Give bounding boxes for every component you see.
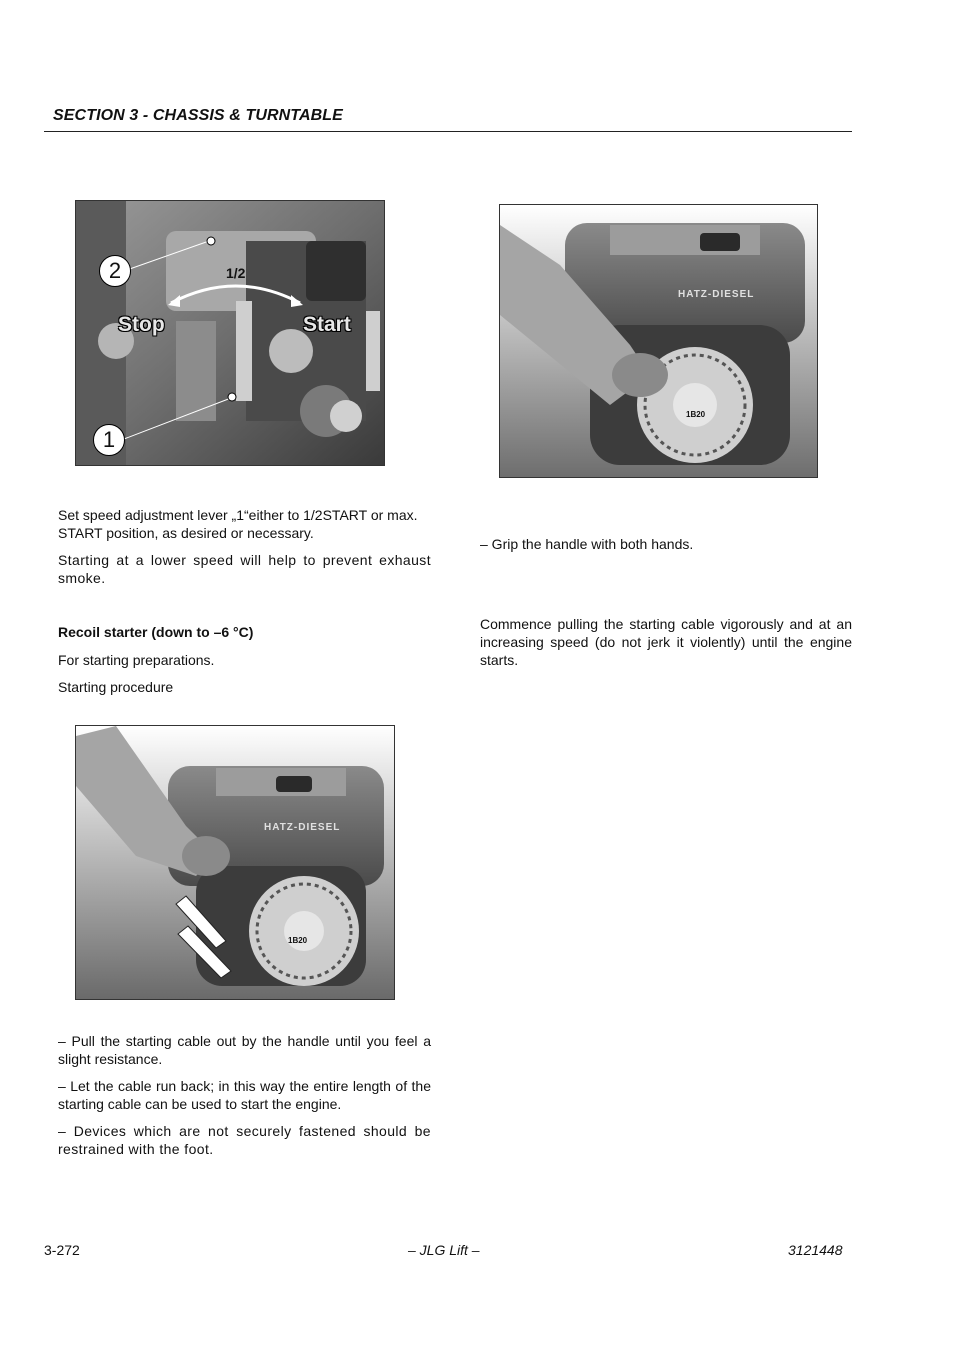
starting-procedure-text: Starting procedure (58, 679, 174, 695)
stop-label: Stop (118, 313, 165, 336)
lower-speed-note: Starting at a lower speed will help to prevent exhaust smoke. (58, 552, 431, 586)
page-number: 3-272 (44, 1242, 80, 1258)
document-number: 3121448 (788, 1242, 843, 1258)
recoil-starter-heading: Recoil starter (down to –6 °C) (58, 624, 254, 640)
grip-handle-photo (499, 204, 818, 478)
cable-run-back-step: – Let the cable run back; in this way the entire length of the starting cable can be used to start the engine. (58, 1078, 431, 1112)
starting-preparations-text: For starting preparations. (58, 652, 215, 668)
speed-lever-photo (75, 200, 385, 466)
publisher-footer: – JLG Lift – (408, 1242, 480, 1258)
start-label: Start (303, 313, 351, 336)
callout-1: 1 (93, 424, 125, 456)
callout-2: 2 (99, 255, 131, 287)
half-position-label: 1/2 (226, 265, 246, 281)
header-divider (44, 131, 852, 132)
speed-lever-instruction: Set speed adjustment lever „1“either to 1/2START or max. START position, as desired or necessary. (58, 507, 418, 541)
engine-brand-label: HATZ-DIESEL (264, 822, 341, 833)
pull-cable-photo (75, 725, 395, 1000)
devices-restrained-step: – Devices which are not securely fastened should be restrained with the foot. (58, 1123, 431, 1157)
commence-pulling-step: Commence pulling the starting cable vigorously and at an increasing speed (do not jerk it violently) until the engine starts. (480, 616, 852, 668)
engine-brand-label: HATZ-DIESEL (678, 289, 755, 300)
starter-model-label: 1B20 (288, 936, 308, 945)
grip-handle-step: – Grip the handle with both hands. (480, 536, 694, 552)
pull-cable-step: – Pull the starting cable out by the handle until you feel a slight resistance. (58, 1033, 431, 1067)
starter-model-label: 1B20 (686, 410, 706, 419)
section-title: SECTION 3 - CHASSIS & TURNTABLE (53, 107, 343, 124)
